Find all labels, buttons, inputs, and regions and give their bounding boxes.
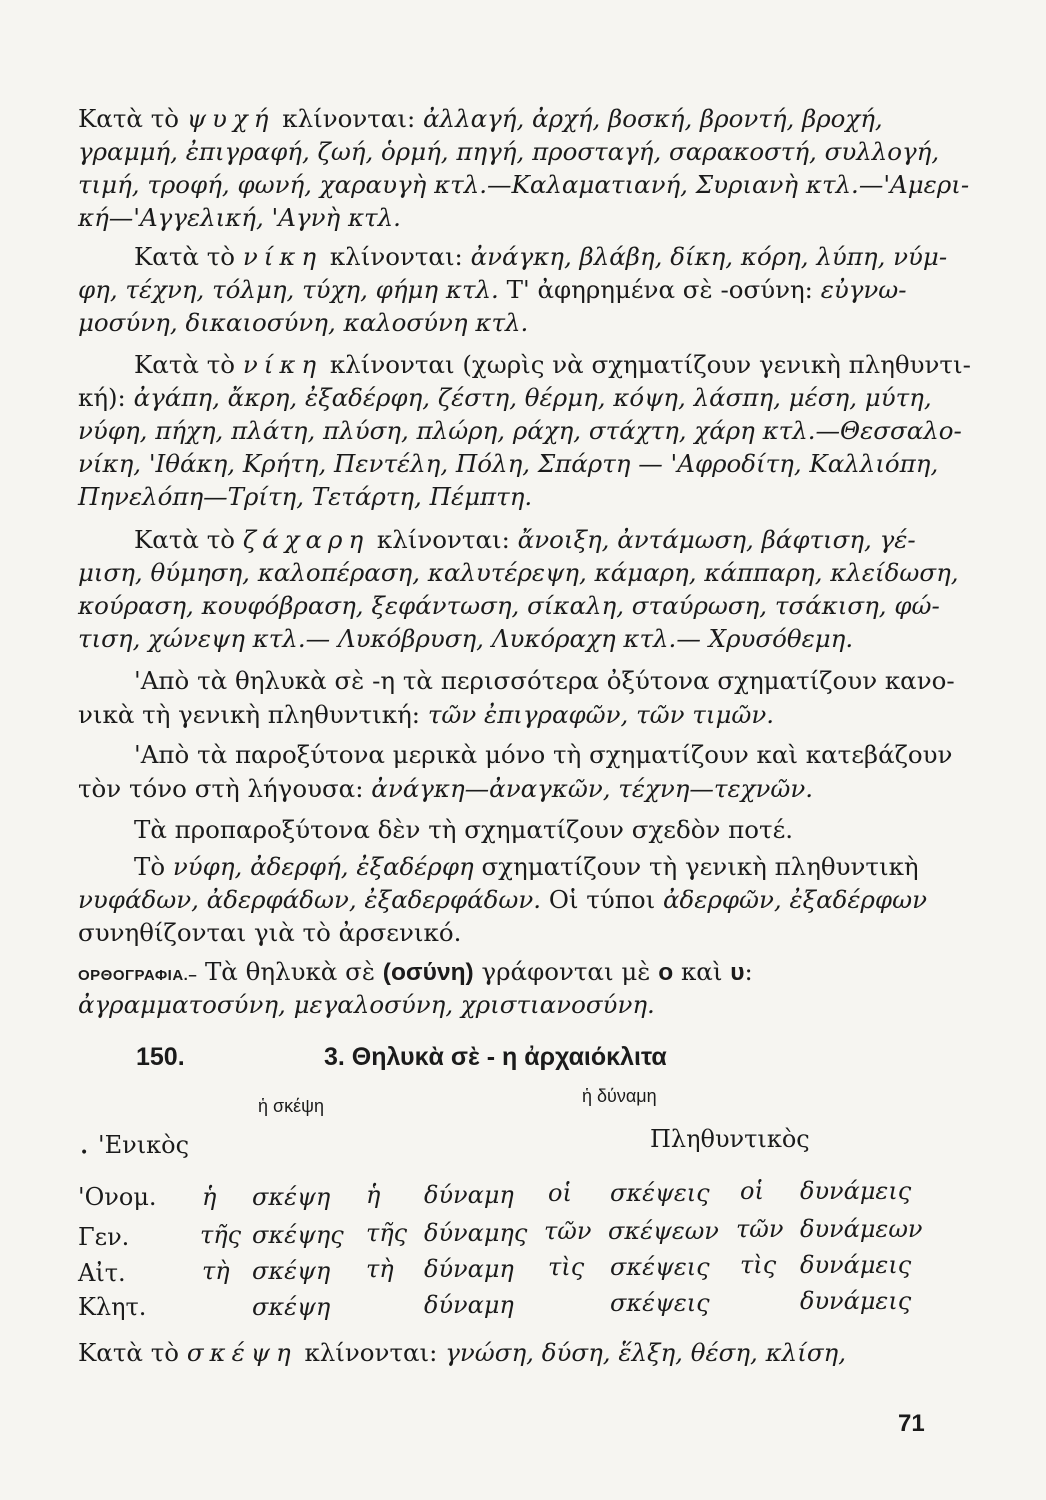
case-label: 'Ονομ. (78, 1183, 157, 1211)
para1-line2: γραμμή, ἐπιγραφή, ζωή, ὁρμή, πηγή, προσταγή, σαρακοστή, συλλογή, (78, 137, 940, 166)
article: τῶν (736, 1215, 784, 1243)
para8-line2 (78, 885, 928, 915)
form: σκέψης (252, 1221, 344, 1249)
text: ἀνάγκη—ἀναγκῶν, τέχνη—τεχνῶν. (371, 774, 814, 803)
text: νυφάδων, ἀδερφάδων, ἐξαδερφάδων. (78, 885, 542, 914)
form: σκέψεων (608, 1217, 719, 1245)
article: ἡ (366, 1181, 381, 1209)
letter-y: υ (730, 959, 745, 986)
text: κλίνονται: (322, 242, 471, 271)
text: κλίνονται: (296, 1338, 446, 1367)
article: τῆς (200, 1221, 242, 1249)
text: Κατὰ τὸ (134, 242, 243, 271)
spaced-word: ψυχή (186, 104, 275, 133)
para6-line2 (78, 774, 928, 804)
text: Κατὰ τὸ (134, 525, 243, 554)
para3-line1 (134, 350, 971, 380)
form: σκέψεις (610, 1179, 710, 1207)
text: νύφη, ἀδερφή, ἐξαδέρφη (172, 852, 474, 881)
article: οἱ (740, 1177, 764, 1205)
word-label-dynami: ἡ δύναμη (582, 1086, 657, 1106)
orthography-line2: ἀγραμματοσύνη, μεγαλοσύνη, χριστιανοσύνη. (78, 990, 655, 1019)
text: κλίνονται: (369, 525, 518, 554)
text: Τ' ἀφηρημένα σὲ -οσύνη: (498, 275, 821, 304)
text: ἄνοιξη, ἀντάμωση, βάφτιση, γέ- (517, 525, 916, 554)
para2-line1 (134, 242, 948, 272)
para4-line4: τιση, χώνεψη κτλ.— Λυκόβρυση, Λυκόραχη κτλ.— Χρυσόθεμη. (78, 624, 854, 653)
form: δύναμη (424, 1291, 514, 1319)
form: δυνάμεις (800, 1177, 912, 1205)
form: σκέψη (252, 1183, 331, 1211)
article: τὴ (366, 1255, 394, 1283)
para3-line2 (78, 383, 932, 413)
text: γράφονται μὲ (473, 957, 659, 986)
page-number: 71 (898, 1410, 925, 1437)
case-label: Αἰτ. (78, 1259, 126, 1287)
para4-line3: κούραση, κουφόβραση, ξεφάντωση, σίκαλη, σταύρωση, τσάκιση, φώ- (78, 591, 940, 620)
para6-line1: 'Απὸ τὰ παροξύτονα μερικὰ μόνο τὴ σχηματίζουν καὶ κατεβάζουν (134, 740, 953, 769)
text: ἀγάπη, ἄκρη, ἐξαδέρφη, ζέστη, θέρμη, κόψη, λάσπη, μέση, μύτη, (133, 383, 932, 412)
text: κλίνονται: (274, 104, 423, 133)
article: τὶς (548, 1253, 585, 1281)
text: φη, τέχνη, τόλμη, τύχη, φήμη κτλ. (78, 275, 499, 304)
article: τὴ (202, 1257, 230, 1285)
spaced-word: νίκη (242, 242, 323, 271)
para5-line1: 'Απὸ τὰ θηλυκὰ σὲ -η τὰ περισσότερα ὀξύτονα σχηματίζουν κανο- (134, 666, 955, 695)
text: Κατὰ τὸ (78, 104, 187, 133)
case-label: Γεν. (78, 1223, 130, 1251)
form: δυνάμεων (800, 1215, 923, 1243)
form: δύναμης (424, 1219, 528, 1247)
para9-line1 (78, 1338, 928, 1368)
text: καὶ (673, 957, 731, 986)
article: οἱ (548, 1179, 572, 1207)
text: Κατὰ τὸ (134, 350, 243, 379)
spaced-word: ζάχαρη (242, 525, 370, 554)
section-number: 150. (136, 1043, 185, 1071)
singular-header: 'Ενικὸς (98, 1131, 190, 1159)
para2-line2 (78, 275, 928, 305)
text: Τὰ θηλυκὰ σὲ (197, 957, 383, 986)
para4-line2: μιση, θύμηση, καλοπέραση, καλυτέρεψη, κάμαρη, κάππαρη, κλείδωση, (78, 558, 959, 587)
para4-line1 (134, 525, 934, 555)
spaced-word: νίκη (242, 350, 323, 379)
article: τὶς (740, 1251, 777, 1279)
form: δύναμη (424, 1255, 514, 1283)
article: τῆς (366, 1219, 408, 1247)
form: σκέψεις (610, 1289, 710, 1317)
text: τῶν ἐπιγραφῶν, τῶν τιμῶν. (427, 700, 775, 729)
bullet-dot: • (80, 1145, 89, 1161)
para1-line4: κή—'Αγγελική, 'Αγνὴ κτλ. (78, 203, 401, 232)
para7-line1: Τὰ προπαροξύτονα δὲν τὴ σχηματίζουν σχεδὸν ποτέ. (134, 815, 794, 844)
para3-line3: νύφη, πήχη, πλάτη, πλύση, πλώρη, ράχη, στάχτη, χάρη κτλ.—Θεσσαλο- (78, 416, 962, 445)
para2-line3: μοσύνη, δικαιοσύνη, καλοσύνη κτλ. (78, 308, 529, 337)
para5-line2 (78, 700, 928, 730)
section-title: 3. Θηλυκὰ σὲ - η ἀρχαιόκλιτα (324, 1043, 667, 1071)
text: κλίνονται (χωρὶς νὰ σχηματίζουν γενικὴ πληθυντι- (322, 350, 971, 379)
plural-header: Πληθυντικὸς (650, 1125, 810, 1153)
spaced-word: σκέψη (186, 1338, 297, 1367)
text: σχηματίζουν τὴ γενικὴ πληθυντικὴ (473, 852, 919, 881)
article: τῶν (544, 1217, 592, 1245)
text: νικὰ τὴ γενικὴ πληθυντική: (78, 700, 428, 729)
text: γνώση, δύση, ἕλξη, θέση, κλίση, (445, 1338, 847, 1367)
text: Τὸ (134, 852, 173, 881)
text: τὸν τόνο στὴ λήγουσα: (78, 774, 372, 803)
form: σκέψη (252, 1293, 331, 1321)
para1-line1 (78, 104, 928, 134)
text: εὐγνω- (820, 275, 907, 304)
article: ἡ (202, 1183, 217, 1211)
form: δύναμη (424, 1181, 514, 1209)
case-label: Κλητ. (78, 1293, 147, 1321)
word-label-skepsi: ἡ σκέψη (258, 1096, 324, 1116)
text: ἀδερφῶν, ἐξαδέρφων (663, 885, 927, 914)
para8-line3: συνηθίζονται γιὰ τὸ ἀρσενικό. (78, 918, 462, 947)
form: σκέψη (252, 1257, 331, 1285)
para8-line1 (134, 852, 934, 882)
para3-line4: νίκη, 'Ιθάκη, Κρήτη, Πεντέλη, Πόλη, Σπάρτη — 'Αφροδίτη, Καλλιόπη, (78, 449, 939, 478)
form: σκέψεις (610, 1253, 710, 1281)
orthography-line1 (78, 957, 928, 991)
orthography-label: ΟΡΘΟΓΡΑΦΙΑ.– (78, 967, 198, 984)
para3-line5: Πηνελόπη—Τρίτη, Τετάρτη, Πέμπτη. (78, 482, 533, 511)
text: : (744, 957, 753, 986)
text: Οἱ τύποι (541, 885, 663, 914)
text: Κατὰ τὸ (78, 1338, 187, 1367)
text: ἀνάγκη, βλάβη, δίκη, κόρη, λύπη, νύμ- (470, 242, 948, 271)
suffix-bold: (οσύνη) (382, 959, 474, 986)
text: κή): (78, 383, 134, 412)
form: δυνάμεις (800, 1287, 912, 1315)
letter-o: ο (658, 959, 674, 986)
text: ἀλλαγή, ἀρχή, βοσκή, βροντή, βροχή, (423, 104, 883, 133)
form: δυνάμεις (800, 1251, 912, 1279)
para1-line3: τιμή, τροφή, φωνή, χαραυγὴ κτλ.—Καλαματιανή, Συριανὴ κτλ.—'Αμερι- (78, 170, 970, 199)
